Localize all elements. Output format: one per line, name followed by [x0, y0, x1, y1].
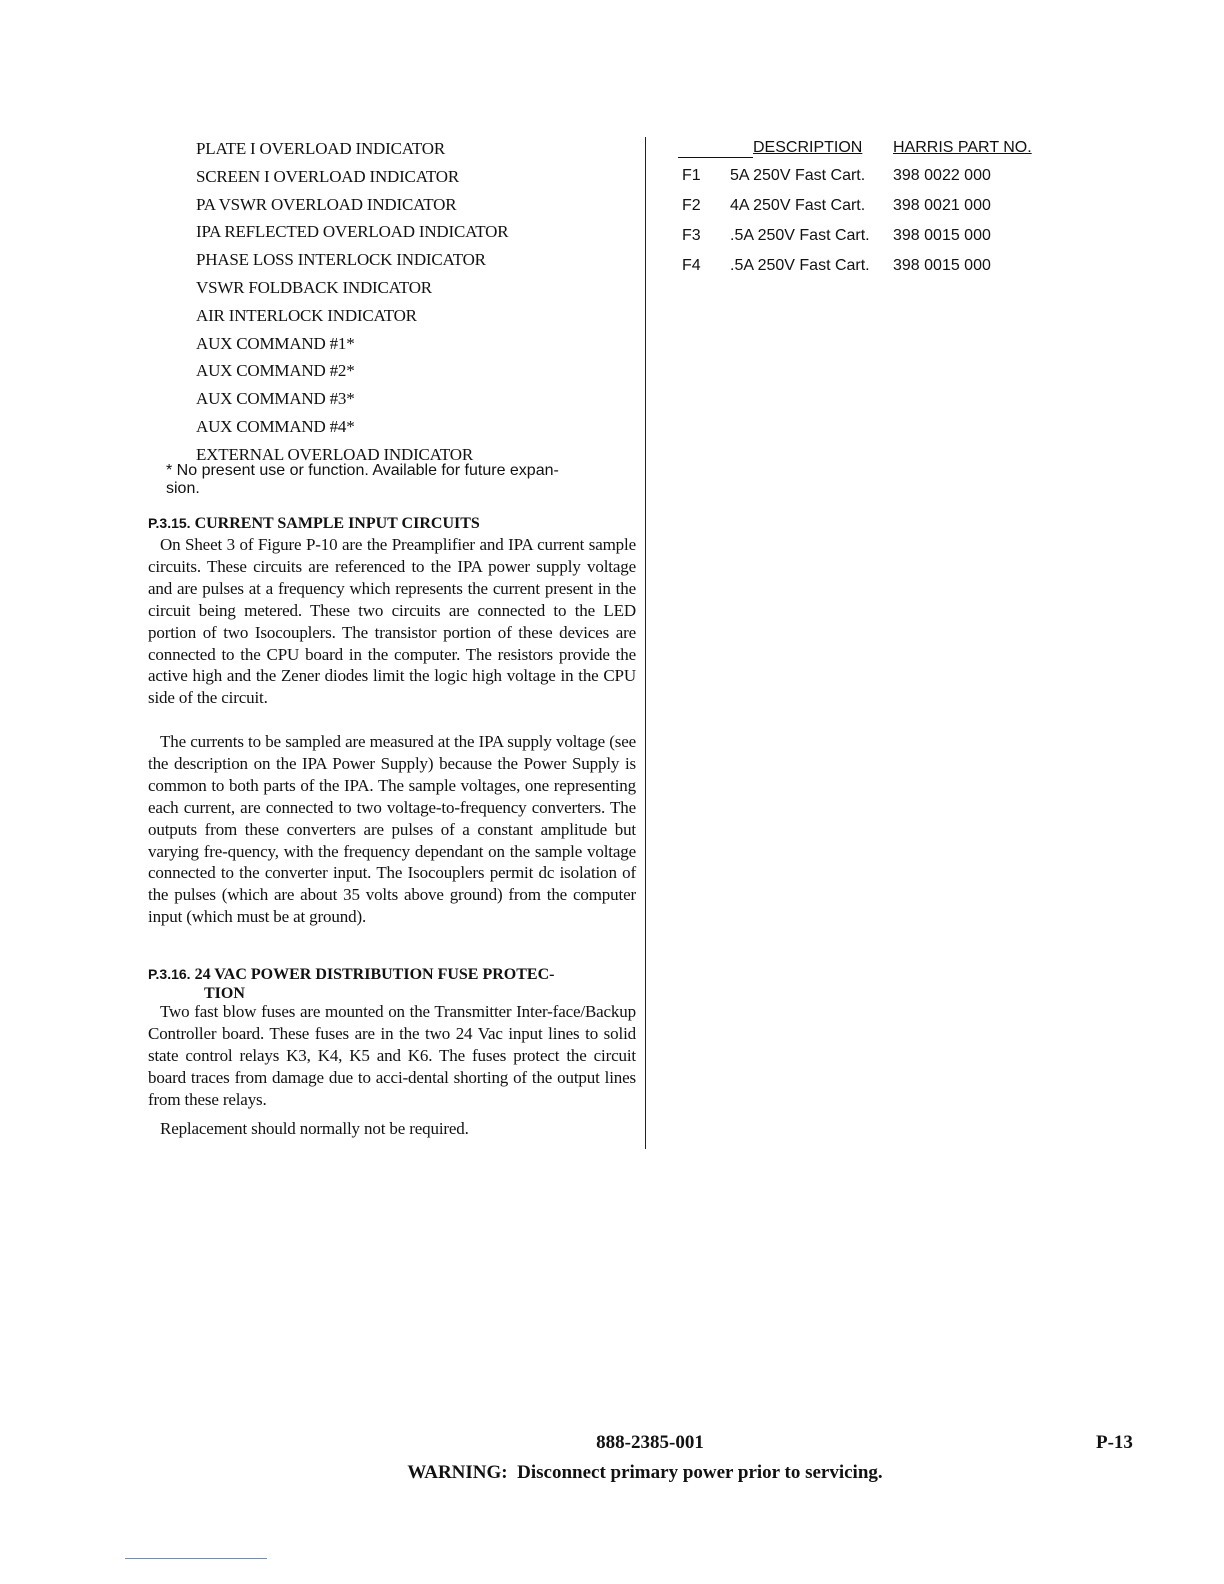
bottom-rule	[125, 1558, 267, 1559]
indicator-list	[196, 138, 636, 472]
list-item: AUX COMMAND #2*	[196, 361, 355, 381]
list-item: SCREEN I OVERLOAD INDICATOR	[196, 166, 459, 186]
fuse-ref: F2	[682, 197, 701, 214]
fuse-description: .5A 250V Fast Cart.	[730, 257, 870, 274]
header-rule	[678, 157, 753, 158]
fuse-table	[678, 137, 1058, 281]
fuse-ref: F3	[682, 227, 701, 244]
table-row	[678, 221, 1058, 251]
page-number: P-13	[1096, 1432, 1133, 1453]
footnote: * No present use or function. Available for future expan- sion.	[166, 462, 559, 497]
column-header-part-no: HARRIS PART NO.	[893, 139, 1032, 156]
fuse-description: .5A 250V Fast Cart.	[730, 227, 870, 244]
column-header-description: DESCRIPTION	[753, 139, 863, 156]
column-divider	[645, 137, 646, 1149]
paragraph: Two fast blow fuses are mounted on the Transmitter Inter-face/Backup Controller board. These fuses are in the two 24 Vac input lines to solid state control relays K3, K4, K5 and K6. The fuses protect the circuit board traces from damage due to acci-dental shorting of the output lines from these relays.	[148, 1002, 636, 1109]
document-number: 888-2385-001	[596, 1432, 704, 1453]
section-number: P.3.15.	[148, 515, 191, 531]
fuse-part-no: 398 0021 000	[893, 197, 991, 214]
list-item: PLATE I OVERLOAD INDICATOR	[196, 139, 446, 158]
list-item: EXTERNAL OVERLOAD INDICATOR	[196, 444, 473, 464]
fuse-description: 4A 250V Fast Cart.	[730, 197, 866, 214]
list-item: PA VSWR OVERLOAD INDICATOR	[196, 194, 457, 214]
warning-text: WARNING: Disconnect primary power prior to servicing.	[407, 1462, 883, 1483]
list-item: AUX COMMAND #1*	[196, 333, 355, 353]
list-item: AUX COMMAND #3*	[196, 389, 355, 409]
list-item: AIR INTERLOCK INDICATOR	[196, 305, 417, 325]
paragraph: On Sheet 3 of Figure P-10 are the Preamplifier and IPA current sample circuits. These circuits are referenced to the IPA power supply voltage and are pulses at a frequency which represents the current present in the circuit being metered. These two circuits are connected to the LED portion of two Isocouplers. The transistor portion of these devices are connected to the CPU board in the computer. The resistors provide the active high and the Zener diodes limit the logic high voltage in the CPU side of the circuit.	[148, 535, 636, 708]
section-heading-p315	[148, 514, 638, 533]
fuse-part-no: 398 0015 000	[893, 227, 991, 244]
section-number: P.3.16.	[148, 966, 191, 982]
fuse-part-no: 398 0022 000	[893, 167, 991, 184]
section-title: 24 VAC POWER DISTRIBUTION FUSE PROTEC-	[194, 966, 555, 983]
paragraph: Replacement should normally not be required.	[160, 1119, 469, 1138]
section-title-continued: TION	[204, 985, 245, 1002]
table-row	[678, 251, 1058, 281]
fuse-description: 5A 250V Fast Cart.	[730, 167, 866, 184]
table-row	[678, 191, 1058, 221]
fuse-ref: F4	[682, 257, 701, 274]
list-item: IPA REFLECTED OVERLOAD INDICATOR	[196, 222, 509, 242]
fuse-ref: F1	[682, 167, 701, 184]
fuse-part-no: 398 0015 000	[893, 257, 991, 274]
section-title: CURRENT SAMPLE INPUT CIRCUITS	[194, 515, 480, 532]
list-item: VSWR FOLDBACK INDICATOR	[196, 277, 432, 297]
table-row	[678, 161, 1058, 191]
paragraph: The currents to be sampled are measured at the IPA supply voltage (see the description on the IPA Power Supply) because the Power Supply is common to both parts of the IPA. The sample voltages, one representing each current, are connected to two voltage-to-frequency converters. The outputs from these converters are pulses of a constant amplitude but varying fre-quency, with the frequency dependant on the sample voltage connected to the converter input. The Isocouplers permit dc isolation of the pulses (which are about 35 volts above ground) from the computer input (which must be at ground).	[148, 732, 636, 927]
list-item: PHASE LOSS INTERLOCK INDICATOR	[196, 250, 486, 270]
table-header	[678, 137, 1058, 161]
list-item: AUX COMMAND #4*	[196, 416, 355, 436]
section-heading-p316	[148, 965, 638, 1003]
